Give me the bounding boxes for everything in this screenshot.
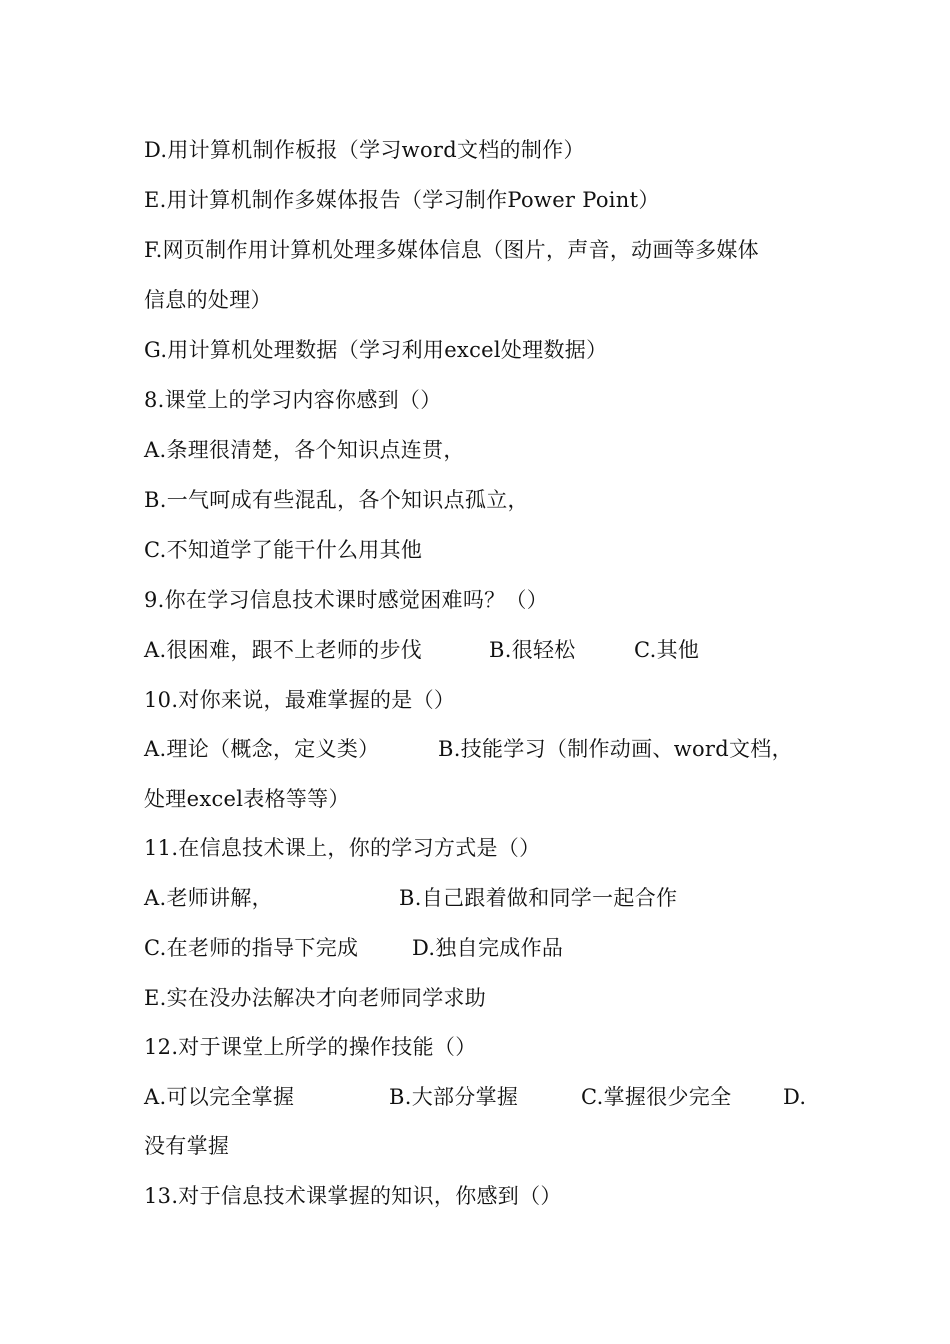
q11-option-c-text: C.在老师的指导下完成	[144, 936, 359, 960]
q9-option-a-text: A.很困难，跟不上老师的步伐	[144, 638, 423, 662]
q10-option-b-cont-text: 处理excel表格等等）	[144, 787, 350, 811]
q12-option-d-cont-text: 没有掌握	[144, 1134, 230, 1158]
q12-option-d-text: D.	[783, 1085, 807, 1109]
q11-option-d-text: D.独自完成作品	[412, 936, 564, 960]
option-f-cont-text: 信息的处理）	[144, 288, 272, 312]
option-d-text: D.用计算机制作板报（学习word文档的制作）	[144, 138, 585, 162]
q10-option-a-text: A.理论（概念，定义类）	[144, 737, 380, 761]
q8-option-c-text: C.不知道学了能干什么用其他	[144, 538, 423, 562]
q8-option-a-text: A.条理很清楚，各个知识点连贯，	[144, 438, 465, 462]
question-8-text: 8.课堂上的学习内容你感到（）	[144, 388, 442, 412]
question-9-text: 9.你在学习信息技术课时感觉困难吗？（）	[144, 588, 549, 612]
question-12-text: 12.对于课堂上所学的操作技能（）	[144, 1035, 477, 1059]
option-e-text: E.用计算机制作多媒体报告（学习制作Power Point）	[144, 188, 660, 212]
q12-option-a-text: A.可以完全掌握	[144, 1085, 295, 1109]
q11-option-b-text: B.自己跟着做和同学一起合作	[399, 886, 678, 910]
q9-option-b-text: B.很轻松	[489, 638, 576, 662]
q11-option-a-text: A.老师讲解，	[144, 886, 273, 910]
q12-option-c-text: C.掌握很少完全	[581, 1085, 732, 1109]
question-11-text: 11.在信息技术课上，你的学习方式是（）	[144, 836, 541, 860]
question-13-text: 13.对于信息技术课掌握的知识，你感到（）	[144, 1184, 562, 1208]
q11-option-e-text: E.实在没办法解决才向老师同学求助	[144, 986, 487, 1010]
q10-option-b-text: B.技能学习（制作动画、word文档，	[438, 737, 793, 761]
option-f-text: F.网页制作用计算机处理多媒体信息（图片，声音，动画等多媒体	[144, 238, 759, 262]
q8-option-b-text: B.一气呵成有些混乱，各个知识点孤立，	[144, 488, 529, 512]
question-10-text: 10.对你来说，最难掌握的是（）	[144, 688, 456, 712]
option-g-text: G.用计算机处理数据（学习利用excel处理数据）	[144, 338, 608, 362]
q12-option-b-text: B.大部分掌握	[389, 1085, 519, 1109]
q9-option-c-text: C.其他	[634, 638, 700, 662]
